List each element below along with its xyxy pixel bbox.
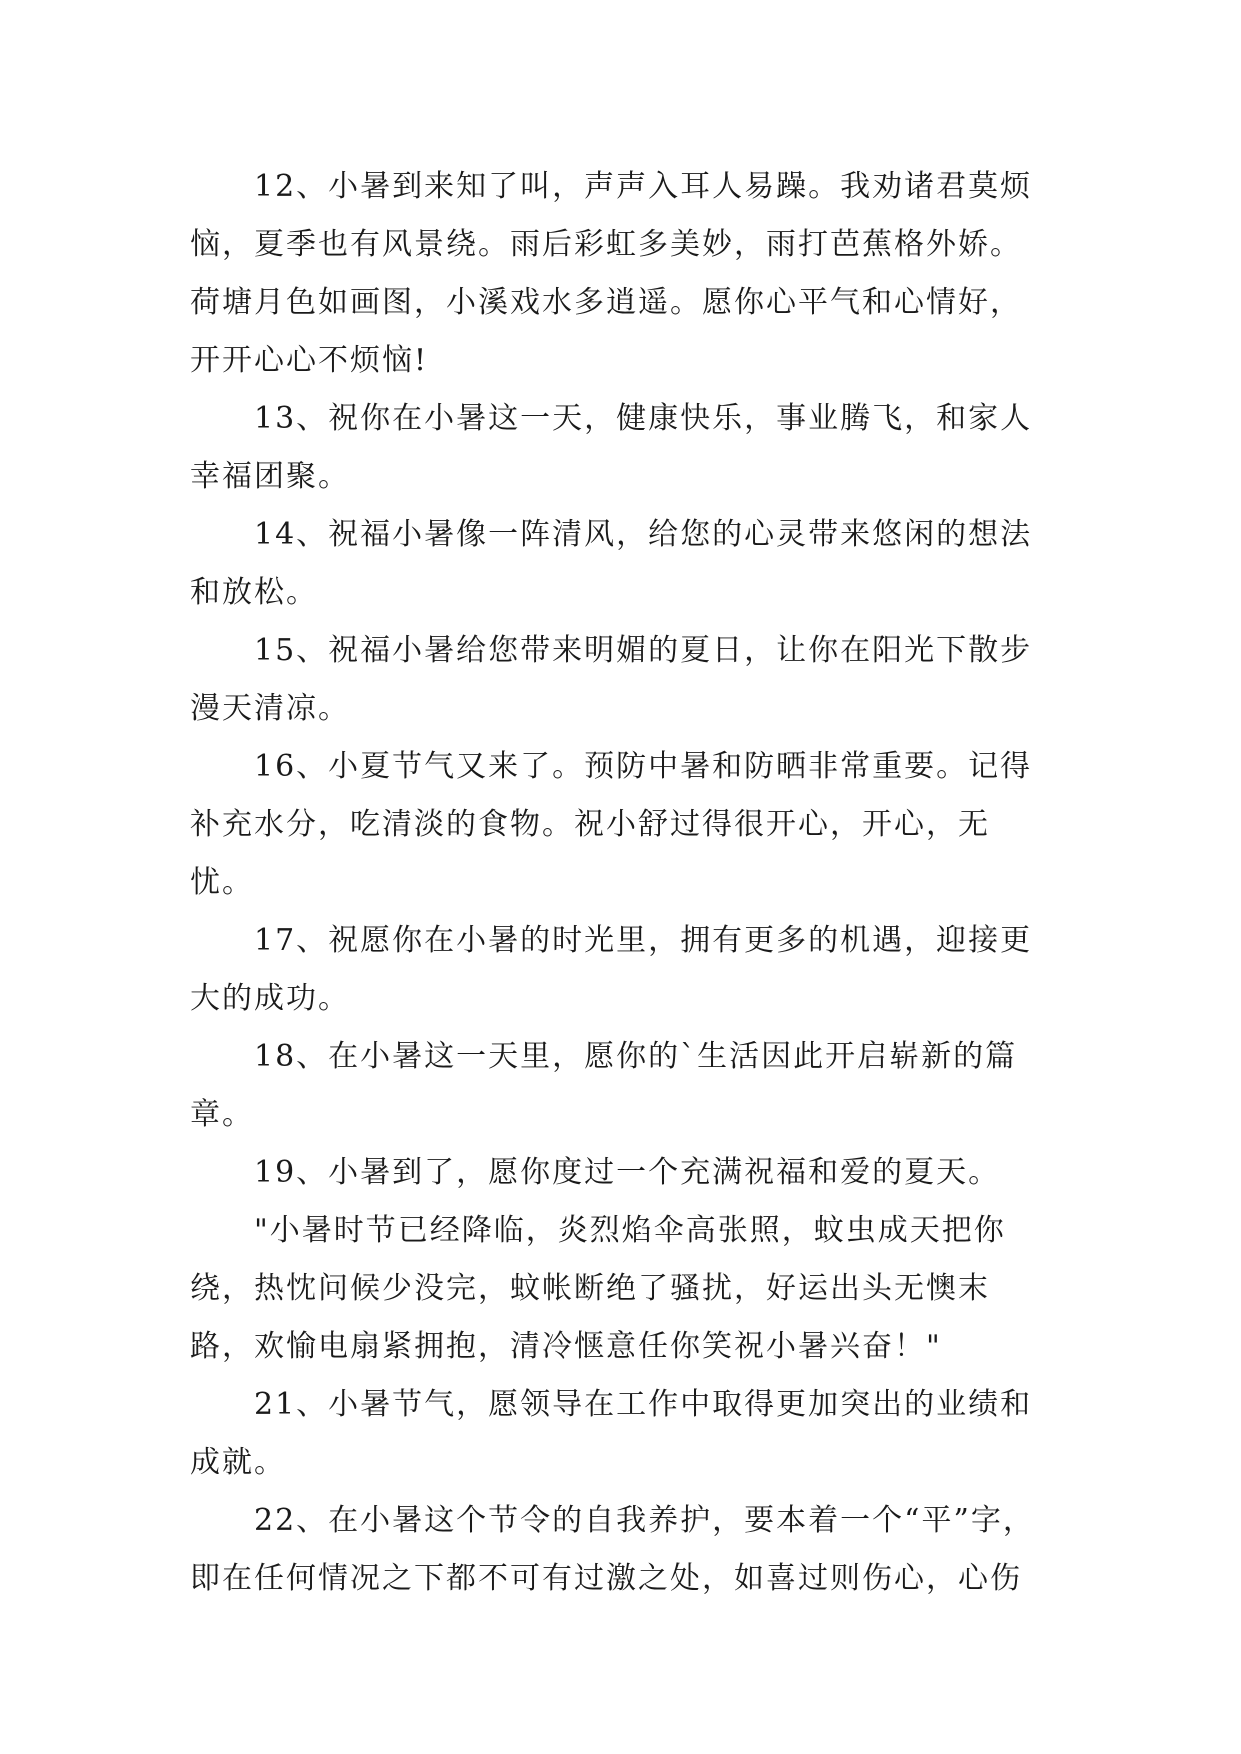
paragraph-12: 12、小暑到来知了叫，声声入耳人易躁。我劝诸君莫烦恼，夏季也有风景绕。雨后彩虹多美妙，雨打芭蕉格外娇。荷塘月色如画图，小溪戏水多逍遥。愿你心平气和心情好，开开心心不烦恼! [190, 169, 1033, 378]
paragraph-quote: "小暑时节已经降临，炎烈焰伞高张照，蚊虫成天把你绕，热忱问候少没完，蚊帐断绝了骚扰，好运出头无懊末路，欢愉电扇紧拥抱，清冷惬意任你笑祝小暑兴奋！" [190, 1213, 1006, 1364]
paragraph-16: 16、小夏节气又来了。预防中暑和防晒非常重要。记得补充水分，吃清淡的食物。祝小舒过得很开心，开心，无忧。 [190, 749, 1033, 900]
paragraph-19: 19、小暑到了，愿你度过一个充满祝福和爱的夏天。 [254, 1155, 1001, 1190]
paragraph-13: 13、祝你在小暑这一天，健康快乐，事业腾飞，和家人幸福团聚。 [190, 401, 1033, 494]
paragraph-21: 21、小暑节气，愿领导在工作中取得更加突出的业绩和成就。 [190, 1387, 1033, 1480]
paragraph-22: 22、在小暑这个节令的自我养护，要本着一个“平”字，即在任何情况之下都不可有过激之处，如喜过则伤心，心伤 [190, 1503, 1035, 1596]
paragraph-18: 18、在小暑这一天里，愿你的`生活因此开启崭新的篇章。 [190, 1039, 1018, 1132]
paragraph-17: 17、祝愿你在小暑的时光里，拥有更多的机遇，迎接更大的成功。 [190, 923, 1033, 1016]
document-body [190, 158, 1050, 1608]
paragraph-15: 15、祝福小暑给您带来明媚的夏日，让你在阳光下散步漫天清凉。 [190, 633, 1033, 726]
paragraph-14: 14、祝福小暑像一阵清风，给您的心灵带来悠闲的想法和放松。 [190, 517, 1033, 610]
